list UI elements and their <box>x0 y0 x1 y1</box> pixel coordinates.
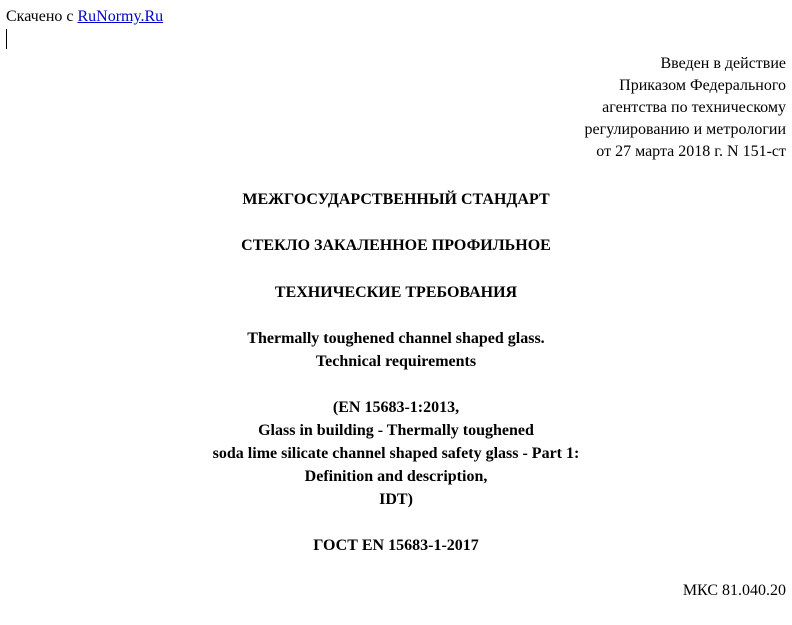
subtitle-ru <box>0 282 792 305</box>
en-reference-line: soda lime silicate channel shaped safety glass - Part 1: <box>212 445 580 462</box>
introduction-block <box>386 53 786 163</box>
title-en-line: Technical requirements <box>315 353 477 370</box>
title-en-line: Thermally toughened channel shaped glass. <box>247 330 545 347</box>
gost-designation-text: ГОСТ EN 15683-1-2017 <box>313 537 479 554</box>
title-ru-text: СТЕКЛО ЗАКАЛЕННОЕ ПРОФИЛЬНОЕ <box>241 237 551 254</box>
intro-line: регулированию и метрологии <box>584 121 786 138</box>
runormy-link[interactable]: RuNormy.Ru <box>77 8 164 25</box>
gost-designation <box>0 535 792 558</box>
intro-line: Приказом Федерального <box>619 77 786 94</box>
title-ru <box>0 235 792 258</box>
intro-line: Введен в действие <box>660 55 786 72</box>
en-reference-line: IDT) <box>379 491 413 508</box>
standard-type-text: МЕЖГОСУДАРСТВЕННЫЙ СТАНДАРТ <box>242 191 550 208</box>
title-en <box>0 328 792 374</box>
text-cursor <box>6 29 7 49</box>
en-reference-line: Glass in building - Thermally toughened <box>258 422 534 439</box>
downloaded-prefix: Скачено с <box>6 8 74 25</box>
intro-line: агентства по техническому <box>602 99 786 116</box>
en-reference-line: (EN 15683-1:2013, <box>332 399 460 416</box>
download-source-line <box>6 6 163 28</box>
mks-classification: МКС 81.040.20 <box>682 582 786 599</box>
en-reference <box>0 397 792 512</box>
standard-type-heading <box>0 189 792 212</box>
subtitle-ru-text: ТЕХНИЧЕСКИЕ ТРЕБОВАНИЯ <box>274 284 518 301</box>
en-reference-line: Definition and description, <box>304 468 488 485</box>
intro-line: от 27 марта 2018 г. N 151-ст <box>596 143 786 160</box>
